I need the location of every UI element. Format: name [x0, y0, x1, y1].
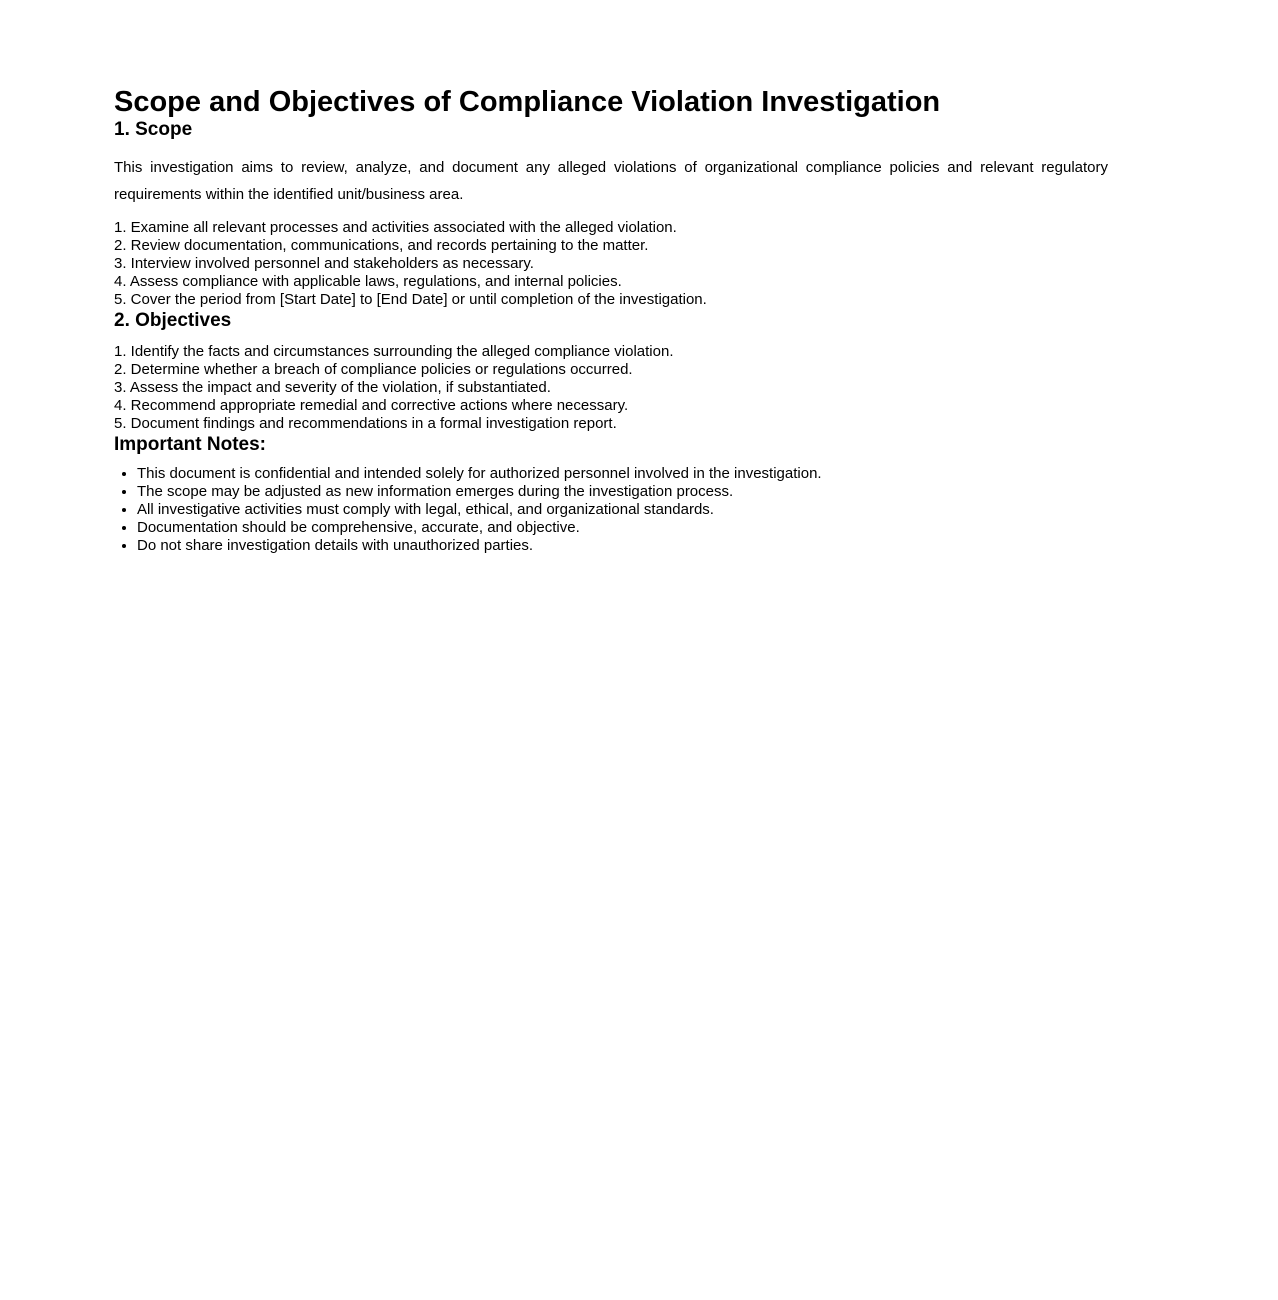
scope-list-item-5: 5. Cover the period from [Start Date] to [End Date] or until completion of the investigation. [114, 291, 707, 308]
notes-list-item-3: • All investigative activities must comply with legal, ethical, and organizational standards. [137, 501, 1164, 519]
objectives-list-item-3: 3. Assess the impact and severity of the violation, if substantiated. [114, 379, 551, 396]
notes-list-item-1: • This document is confidential and intended solely for authorized personnel involved in the investigation. [137, 465, 1164, 483]
document-title: Scope and Objectives of Compliance Violation Investigation [114, 86, 941, 118]
objectives-list-item-5: 5. Document findings and recommendations in a formal investigation report. [114, 415, 617, 432]
document-page [0, 0, 1278, 555]
important-notes-list [114, 465, 1164, 555]
scope-list-item-4: 4. Assess compliance with applicable laws, regulations, and internal policies. [114, 273, 622, 290]
scope-list-item-2: 2. Review documentation, communications, and records pertaining to the matter. [114, 237, 649, 254]
notes-list-item-5: • Do not share investigation details with unauthorized parties. [137, 537, 1164, 555]
notes-list-item-4: • Documentation should be comprehensive, accurate, and objective. [137, 519, 1164, 537]
scope-numbered-list [114, 219, 1164, 309]
important-notes-heading: Important Notes: [114, 434, 266, 455]
scope-heading: 1. Scope [114, 119, 193, 140]
scope-list-item-3: 3. Interview involved personnel and stakeholders as necessary. [114, 255, 534, 272]
objectives-numbered-list [114, 343, 1164, 433]
notes-list-item-2: • The scope may be adjusted as new information emerges during the investigation process. [137, 483, 1164, 501]
scope-intro-paragraph: This investigation aims to review, analyze, and document any alleged violations of organizational compliance policies and relevant regulatory requirements within the identified unit/business area. [114, 159, 1108, 203]
objectives-list-item-2: 2. Determine whether a breach of compliance policies or regulations occurred. [114, 361, 633, 378]
objectives-list-item-4: 4. Recommend appropriate remedial and corrective actions where necessary. [114, 397, 629, 414]
objectives-heading: 2. Objectives [114, 310, 232, 331]
objectives-list-item-1: 1. Identify the facts and circumstances surrounding the alleged compliance violation. [114, 343, 674, 360]
scope-list-item-1: 1. Examine all relevant processes and activities associated with the alleged violation. [114, 219, 677, 236]
